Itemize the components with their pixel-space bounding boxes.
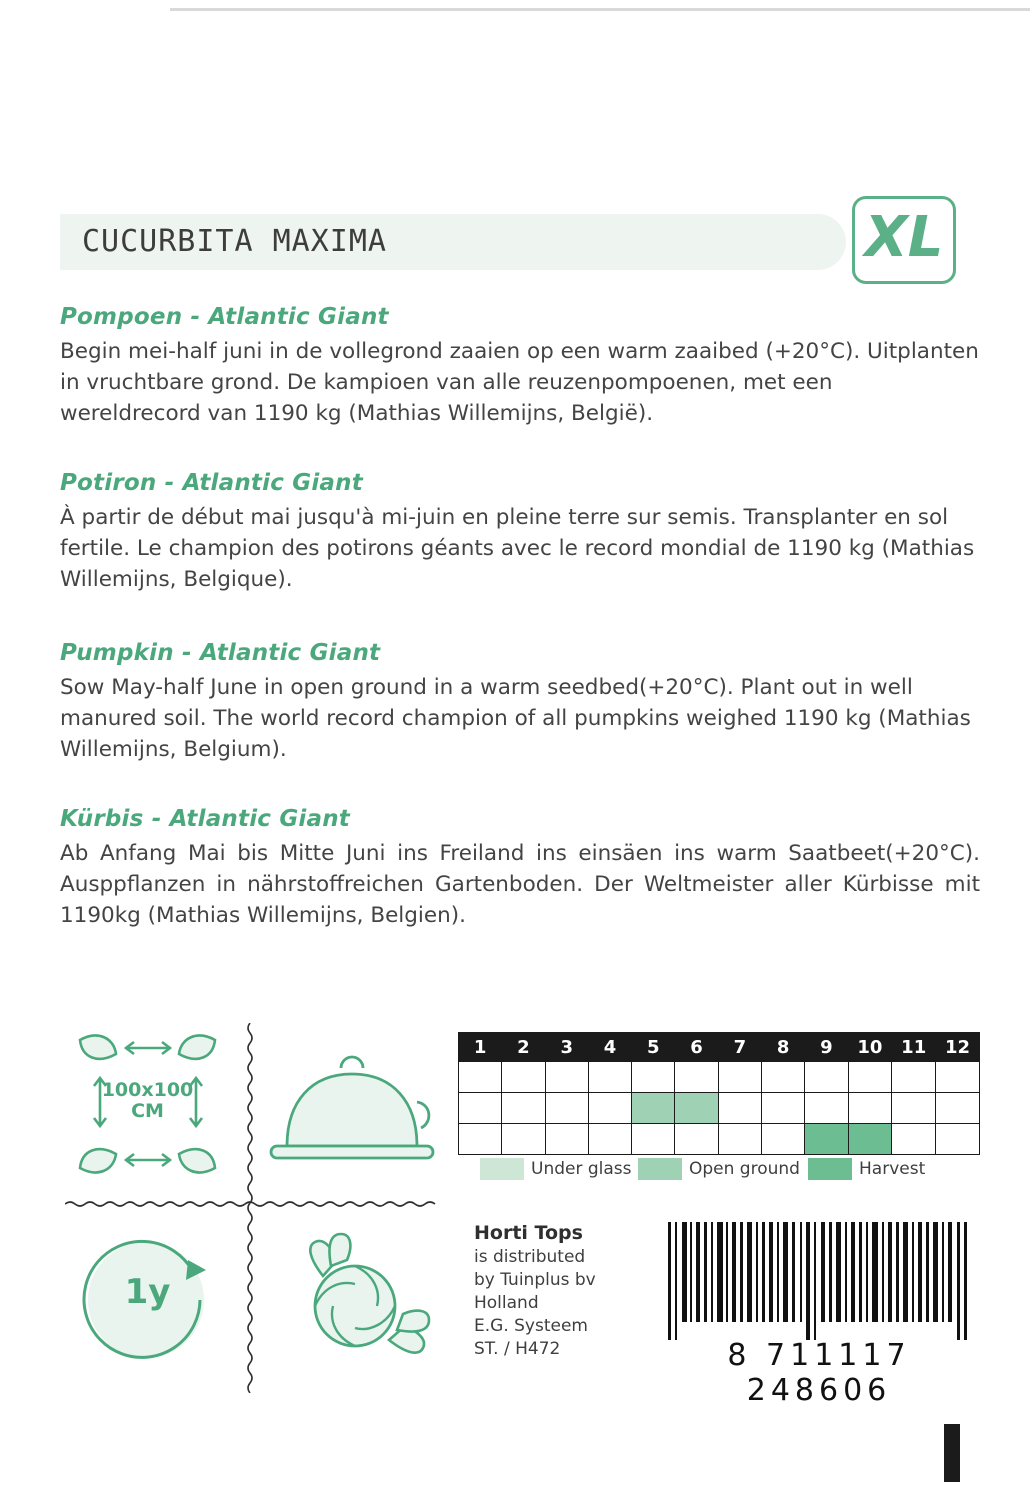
section-en-body: Sow May-half June in open ground in a warm seedbed(+20°C). Plant out in well manured soil. The world record champion of all pumpkins weighed 1190 kg (Mathias Willemijns, Belgium). (60, 675, 971, 762)
legend-label-harvest: Harvest (859, 1159, 926, 1179)
calendar-cell (892, 1093, 936, 1124)
calendar-row-glass (459, 1062, 980, 1093)
section-fr-title: Potiron - Atlantic Giant (60, 470, 363, 496)
month-header: 10 (848, 1033, 892, 1062)
calendar-row-harvest (459, 1124, 980, 1155)
calendar-cell (718, 1124, 761, 1155)
section-de-title: Kürbis - Atlantic Giant (60, 806, 350, 832)
pictogram-grid (60, 1018, 440, 1388)
calendar-cell (805, 1093, 848, 1124)
calendar-cell (632, 1062, 675, 1093)
brand-name: Horti Tops (474, 1222, 583, 1244)
plant-spacing-icon (60, 1018, 235, 1190)
duration-icon-cell (60, 1214, 235, 1386)
section-en-title: Pumpkin - Atlantic Giant (60, 640, 381, 666)
calendar-cell (936, 1062, 980, 1093)
print-registration-mark (944, 1424, 960, 1482)
duration-label: 1y (124, 1272, 171, 1312)
top-divider (170, 8, 1030, 11)
brand-line: is distributed (474, 1247, 586, 1267)
calendar-header-row (459, 1033, 980, 1062)
legend-label-open-ground: Open ground (689, 1159, 800, 1179)
brand-line: by Tuinplus bv (474, 1270, 596, 1290)
candy-icon-cell (265, 1214, 440, 1386)
species-title: CUCURBITA MAXIMA (82, 224, 387, 259)
brand-line: Holland (474, 1293, 539, 1313)
candy-icon (265, 1214, 440, 1386)
legend-item-harvest (808, 1158, 925, 1180)
plant-spacing-label: 100x100 CM (101, 1079, 194, 1122)
month-header: 6 (675, 1033, 718, 1062)
calendar-cell (848, 1093, 892, 1124)
section-fr (60, 470, 980, 595)
calendar-cell (675, 1124, 718, 1155)
legend-swatch-under-glass (480, 1158, 524, 1180)
section-de-body: Ab Anfang Mai bis Mitte Juni ins Freiland ins einsäen ins warm Saatbeet(+20°C). Ausppflanzen in nährstoffreichen Gartenboden. Der Weltmeister aller Kürbisse mit 1190kg (Mathias Willemijns, Belgien). (60, 841, 980, 928)
calendar-cell (892, 1124, 936, 1155)
calendar-cell (718, 1093, 761, 1124)
calendar-cell (675, 1062, 718, 1093)
brand-line: ST. / H472 (474, 1339, 561, 1359)
calendar-cell-harvest (848, 1124, 892, 1155)
barcode-bars (664, 1222, 974, 1340)
calendar-cell-harvest (805, 1124, 848, 1155)
calendar-cell (459, 1124, 502, 1155)
calendar-cell (588, 1062, 631, 1093)
calendar-cell (761, 1093, 804, 1124)
calendar-cell (459, 1062, 502, 1093)
section-fr-body: À partir de début mai jusqu'à mi-juin en pleine terre sur semis. Transplanter en sol fertile. Le champion des potirons géants avec le record mondial de 1190 kg (Mathias Willemijns, Belgique). (60, 505, 975, 592)
calendar-row-open (459, 1093, 980, 1124)
calendar-cell (545, 1062, 588, 1093)
calendar-cell (502, 1062, 545, 1093)
calendar-cell (545, 1093, 588, 1124)
legend-label-under-glass: Under glass (531, 1159, 632, 1179)
calendar-cell (502, 1093, 545, 1124)
calendar-cell-open (675, 1093, 718, 1124)
month-header: 9 (805, 1033, 848, 1062)
legend-swatch-harvest (808, 1158, 852, 1180)
calendar-cell (936, 1093, 980, 1124)
cloche-cover-icon (265, 1018, 440, 1190)
calendar-cell (805, 1062, 848, 1093)
calendar-legend (458, 1158, 980, 1182)
calendar-cell (545, 1124, 588, 1155)
calendar-cell (459, 1093, 502, 1124)
month-header: 4 (588, 1033, 631, 1062)
brand-line: E.G. Systeem (474, 1316, 588, 1336)
legend-item-under-glass (480, 1158, 632, 1180)
size-badge-label: XL (864, 205, 944, 270)
section-en (60, 640, 980, 765)
barcode (664, 1222, 974, 1408)
month-header: 2 (502, 1033, 545, 1062)
distributor-info (474, 1222, 674, 1361)
month-header: 11 (892, 1033, 936, 1062)
calendar-cell (718, 1062, 761, 1093)
calendar-cell (632, 1124, 675, 1155)
calendar-cell (502, 1124, 545, 1155)
calendar-cell (848, 1062, 892, 1093)
calendar-cell (761, 1124, 804, 1155)
legend-swatch-open-ground (638, 1158, 682, 1180)
calendar-cell-open (632, 1093, 675, 1124)
sowing-calendar (458, 1032, 980, 1155)
legend-item-open-ground (638, 1158, 800, 1180)
calendar-cell (588, 1093, 631, 1124)
calendar-cell (936, 1124, 980, 1155)
section-nl-title: Pompoen - Atlantic Giant (60, 304, 389, 330)
section-de (60, 806, 980, 931)
cover-icon-cell (265, 1018, 440, 1190)
calendar-cell (761, 1062, 804, 1093)
month-header: 7 (718, 1033, 761, 1062)
section-nl-body: Begin mei-half juni in de vollegrond zaaien op een warm zaaibed (+20°C). Uitplanten in vruchtbare grond. De kampioen van alle reuzenpompoenen, met een wereldrecord van 1190 kg (Mathias Willemijns, België). (60, 339, 979, 426)
month-header: 3 (545, 1033, 588, 1062)
size-badge (852, 196, 956, 284)
month-header: 5 (632, 1033, 675, 1062)
month-header: 1 (459, 1033, 502, 1062)
calendar-table (458, 1032, 980, 1155)
calendar-cell (588, 1124, 631, 1155)
barcode-number: 8 711117 248606 (727, 1338, 911, 1408)
month-header: 12 (936, 1033, 980, 1062)
section-nl (60, 304, 980, 429)
calendar-cell (892, 1062, 936, 1093)
wavy-divider-vertical (246, 1023, 254, 1393)
month-header: 8 (761, 1033, 804, 1062)
